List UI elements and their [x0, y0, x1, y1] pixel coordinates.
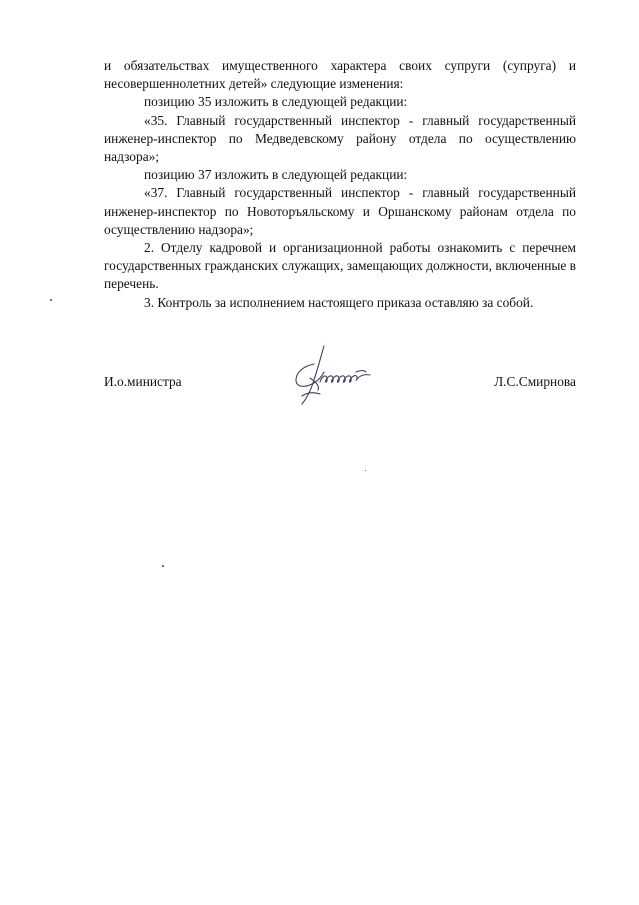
scan-speck	[365, 470, 366, 471]
document-body	[104, 57, 576, 312]
paragraph-position-37-intro: позицию 37 изложить в следующей редакции:	[144, 167, 408, 183]
signatory-title: И.о.министра	[104, 374, 182, 389]
paragraph-position-35: «35. Главный государственный инспектор - главный государственный инженер-инспектор по Медведевскому району отдела по осуществлению надзора»;	[104, 112, 576, 165]
paragraph-item-2: 2. Отделу кадровой и организационной работы ознакомить с перечнем государственных гражданских служащих, замещающих должности, включенные в перечень.	[104, 240, 576, 292]
scan-speck	[50, 299, 52, 301]
handwritten-signature	[290, 342, 380, 412]
signatory-name: Л.С.Смирнова	[494, 374, 576, 389]
paragraph-item-3: 3. Контроль за исполнением настоящего приказа оставляю за собой.	[144, 294, 534, 310]
paragraph-position-35-intro: позицию 35 изложить в следующей редакции:	[144, 94, 408, 110]
paragraph-intro: и обязательствах имущественного характера своих супруги (супруга) и несовершеннолетних детей» следующие изменения:	[104, 58, 576, 92]
signature-block	[104, 372, 576, 412]
paragraph-position-37: «37. Главный государственный инспектор - главный государственный инженер-инспектор по Новоторъяльскому и Оршанскому районам отдела по осуществлению надзора»;	[104, 185, 576, 237]
scan-speck	[162, 565, 164, 567]
